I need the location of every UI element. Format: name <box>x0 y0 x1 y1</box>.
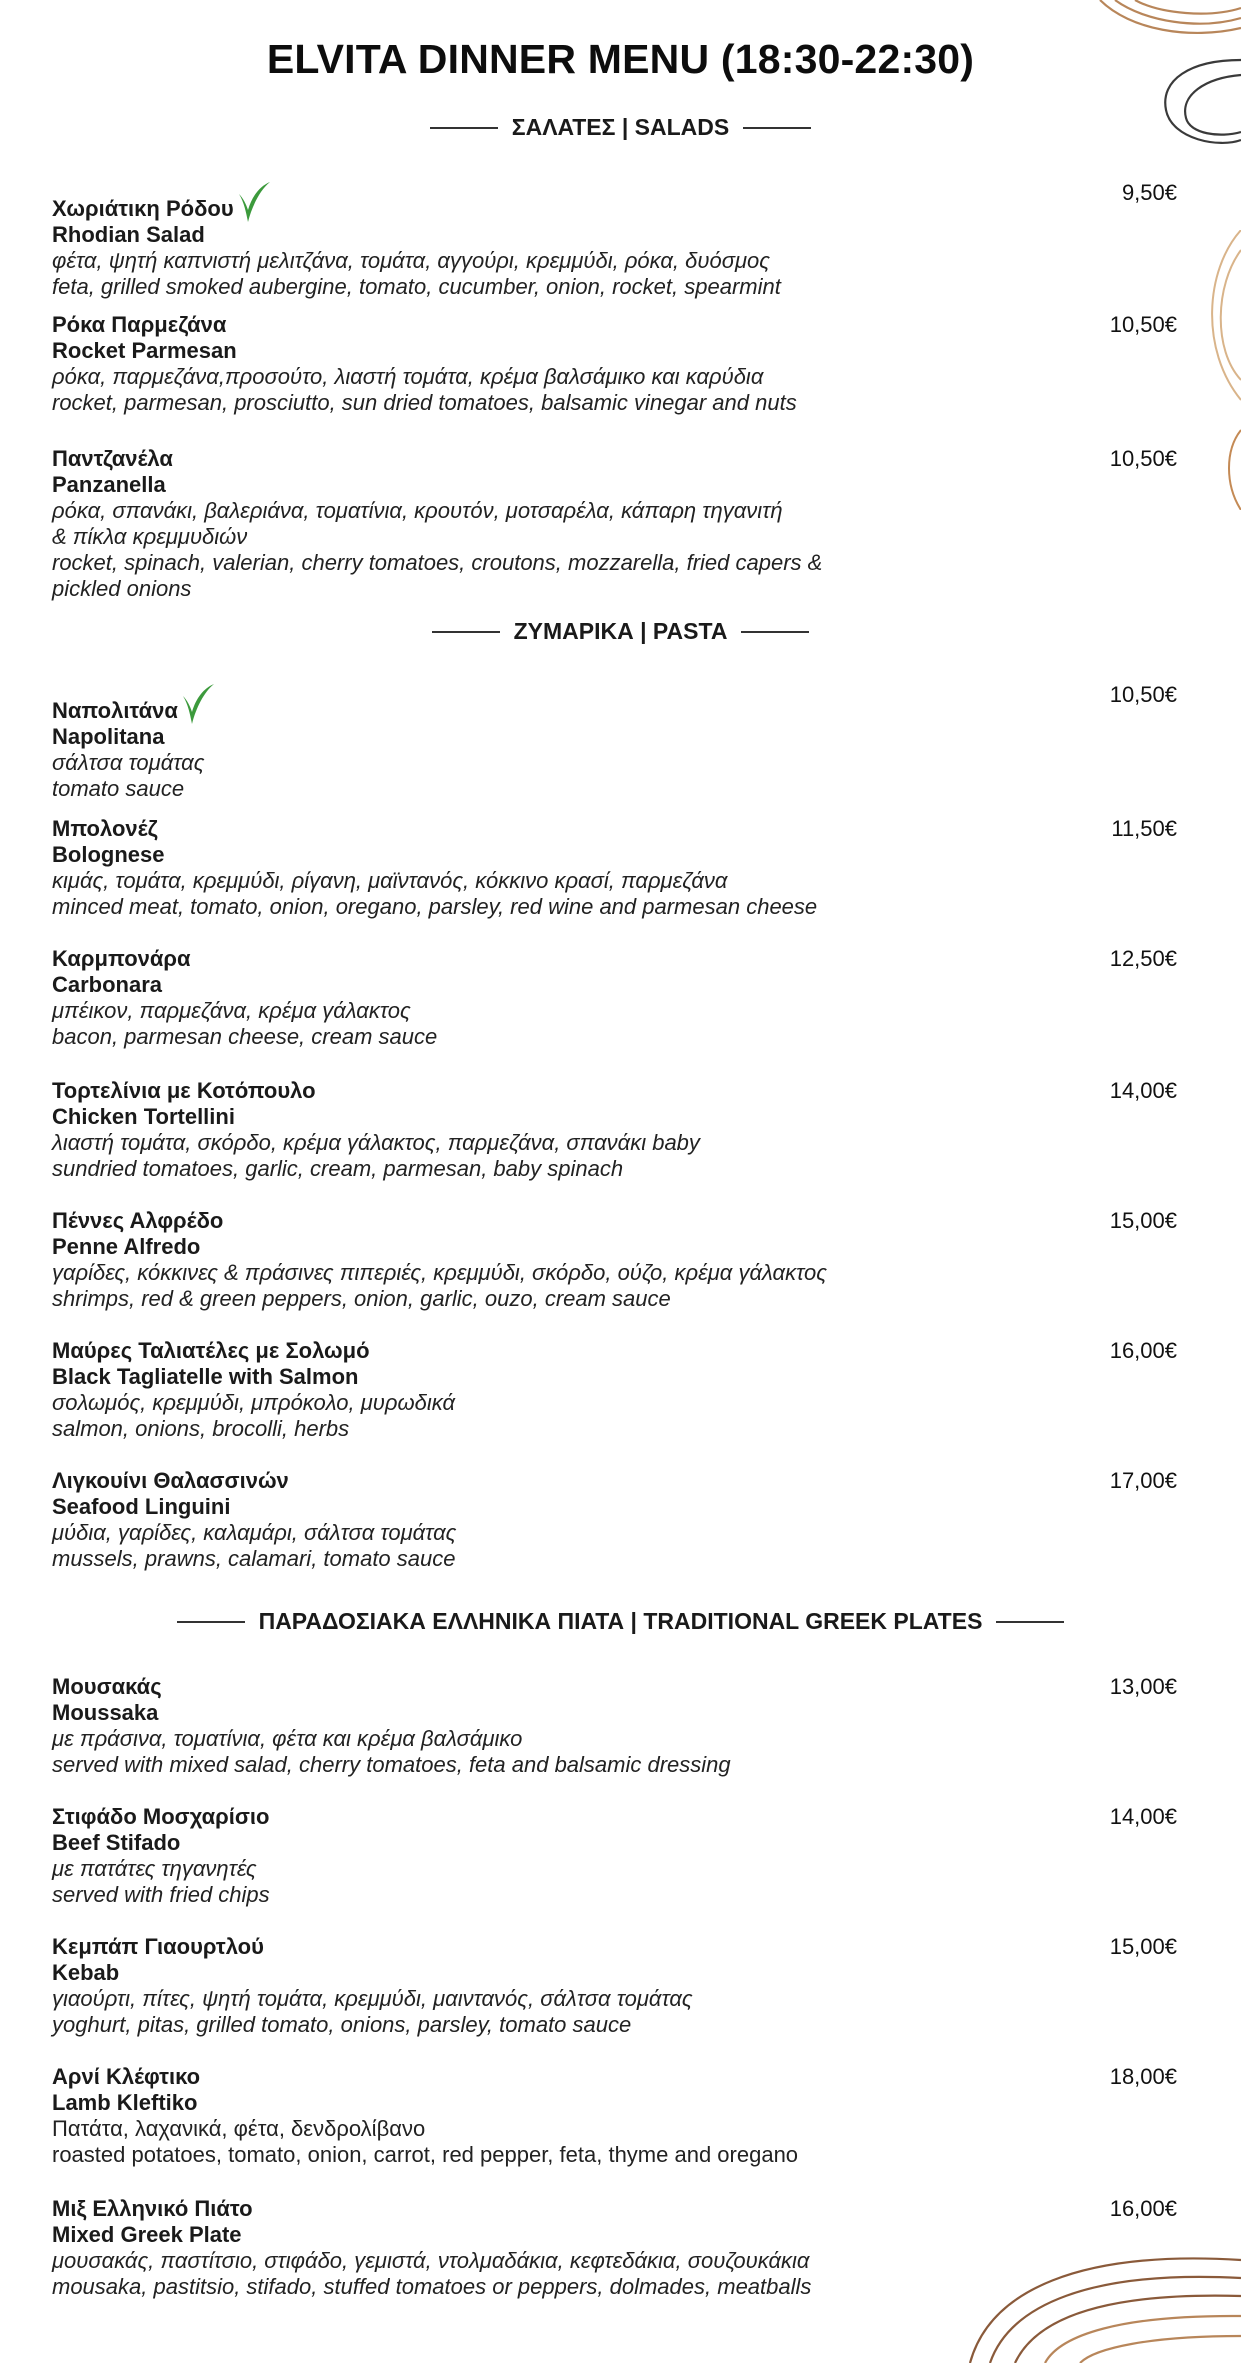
item-price: 15,00€ <box>1109 1208 1177 1233</box>
item-description-english: rocket, parmesan, prosciutto, sun dried tomatoes, balsamic vinegar and nuts <box>52 390 797 415</box>
item-description-greek: σολωμός, κρεμμύδι, μπρόκολο, μυρωδικά <box>52 1390 456 1415</box>
item-description-english: tomato sauce <box>52 776 185 801</box>
item-price: 11,50€ <box>1111 816 1177 841</box>
menu-item <box>52 946 1177 1050</box>
menu-item <box>52 1804 1177 1908</box>
item-name-greek: Στιφάδο Μοσχαρίσιο <box>52 1804 270 1829</box>
item-description-greek: ρόκα, σπανάκι, βαλεριάνα, τοματίνια, κρουτόν, μοτσαρέλα, κάπαρη τηγανιτή <box>52 498 783 523</box>
divider <box>996 1621 1064 1623</box>
item-price: 12,50€ <box>1109 946 1177 971</box>
item-description-greek: γαρίδες, κόκκινες & πράσινες πιπεριές, κρεμμύδι, σκόρδο, ούζο, κρέμα γάλακτος <box>52 1260 827 1285</box>
item-name-english: Seafood Linguini <box>52 1494 231 1519</box>
item-name-english: Penne Alfredo <box>52 1234 201 1259</box>
item-name-english: Mixed Greek Plate <box>52 2222 242 2247</box>
divider <box>741 631 809 633</box>
item-price: 17,00€ <box>1109 1468 1177 1493</box>
item-description-english: roasted potatoes, tomato, onion, carrot, red pepper, feta, thyme and oregano <box>52 2142 799 2167</box>
menu-item <box>52 2196 1177 2300</box>
item-price: 18,00€ <box>1109 2064 1177 2089</box>
item-description-greek: μύδια, γαρίδες, καλαμάρι, σάλτσα τομάτας <box>52 1520 457 1545</box>
item-name-english: Moussaka <box>52 1700 159 1725</box>
item-description-english: salmon, onions, brocolli, herbs <box>52 1416 350 1441</box>
menu-item <box>52 1208 1177 1312</box>
item-description-english: served with mixed salad, cherry tomatoes, feta and balsamic dressing <box>52 1752 731 1777</box>
item-description-greek: μπέικον, παρμεζάνα, κρέμα γάλακτος <box>52 998 411 1023</box>
section-heading-salads <box>0 114 1241 141</box>
item-description-greek: μουσακάς, παστίτσιο, στιφάδο, γεμιστά, ντολμαδάκια, κεφτεδάκια, σουζουκάκια <box>52 2248 810 2273</box>
section-heading-greek-plates <box>0 1608 1241 1635</box>
item-price: 16,00€ <box>1109 1338 1177 1363</box>
item-name-greek: Καρμπονάρα <box>52 946 191 971</box>
item-name-greek: Μιξ Ελληνικό Πιάτο <box>52 2196 253 2221</box>
item-description-english: mousaka, pastitsio, stifado, stuffed tomatoes or peppers, dolmades, meatballs <box>52 2274 812 2299</box>
menu-item <box>52 1674 1177 1778</box>
item-price: 13,00€ <box>1109 1674 1177 1699</box>
item-name-english: Chicken Tortellini <box>52 1104 235 1129</box>
menu-item <box>52 1468 1177 1572</box>
section-heading-text: ΠΑΡΑΔΟΣΙΑΚΑ ΕΛΛΗΝΙΚΑ ΠΙΑΤΑ | TRADITIONAL GREEK PLATES <box>258 1608 983 1634</box>
divider <box>177 1621 245 1623</box>
item-price: 10,50€ <box>1109 312 1177 337</box>
item-description-greek: κιμάς, τομάτα, κρεμμύδι, ρίγανη, μαϊντανός, κόκκινο κρασί, παρμεζάνα <box>52 868 728 893</box>
item-name-english: Black Tagliatelle with Salmon <box>52 1364 359 1389</box>
item-description-english: bacon, parmesan cheese, cream sauce <box>52 1024 438 1049</box>
item-description-english: yoghurt, pitas, grilled tomato, onions, parsley, tomato sauce <box>52 2012 632 2037</box>
vegan-leaf-icon <box>236 180 272 224</box>
item-description-english: sundried tomatoes, garlic, cream, parmesan, baby spinach <box>52 1156 624 1181</box>
item-description-greek: με πράσινα, τοματίνια, φέτα και κρέμα βαλσάμικο <box>52 1726 523 1751</box>
item-name-greek: Λιγκουίνι Θαλασσινών <box>52 1468 289 1493</box>
menu-item <box>52 1078 1177 1182</box>
item-name-english: Beef Stifado <box>52 1830 181 1855</box>
item-name-greek: Πέννες Αλφρέδο <box>52 1208 224 1233</box>
menu-item <box>52 1338 1177 1442</box>
item-name-greek: Αρνί Κλέφτικο <box>52 2064 201 2089</box>
item-name-greek-text: Χωριάτικη Ρόδου <box>52 196 234 221</box>
menu-item <box>52 2064 1177 2168</box>
item-price: 14,00€ <box>1109 1078 1177 1103</box>
item-name-english: Napolitana <box>52 724 165 749</box>
divider <box>743 127 811 129</box>
item-description-greek: σάλτσα τομάτας <box>52 750 205 775</box>
menu-item <box>52 1934 1177 2038</box>
section-heading-text: ΣΑΛΑΤΕΣ | SALADS <box>511 114 730 140</box>
item-description-english: shrimps, red & green peppers, onion, garlic, ouzo, cream sauce <box>52 1286 671 1311</box>
item-name-greek: Κεμπάπ Γιαουρτλού <box>52 1934 264 1959</box>
item-name-greek: Μαύρες Ταλιατέλες με Σολωμό <box>52 1338 370 1363</box>
menu-item <box>52 312 1177 416</box>
menu-item <box>52 682 1177 802</box>
menu-title: ELVITA DINNER MENU (18:30-22:30) <box>266 36 975 82</box>
item-description-english: served with fried chips <box>52 1882 270 1907</box>
item-description-greek: γιαούρτι, πίτες, ψητή τομάτα, κρεμμύδι, μαιντανός, σάλτσα τομάτας <box>52 1986 693 2011</box>
item-price: 14,00€ <box>1109 1804 1177 1829</box>
item-name-english: Kebab <box>52 1960 120 1985</box>
section-heading-text: ΖΥΜΑΡΙΚΑ | PASTA <box>513 618 728 644</box>
item-name-english: Panzanella <box>52 472 166 497</box>
menu-item <box>52 446 1177 602</box>
item-description-greek: λιαστή τομάτα, σκόρδο, κρέμα γάλακτος, παρμεζάνα, σπανάκι baby <box>52 1130 700 1155</box>
section-heading-pasta <box>0 618 1241 645</box>
vegan-leaf-icon <box>180 682 216 726</box>
menu-item <box>52 816 1177 920</box>
item-name-greek: Παντζανέλα <box>52 446 173 471</box>
item-description-english: minced meat, tomato, onion, oregano, parsley, red wine and parmesan cheese <box>52 894 818 919</box>
item-name-greek: Μουσακάς <box>52 1674 162 1699</box>
menu-item <box>52 180 1177 300</box>
item-description-english: mussels, prawns, calamari, tomato sauce <box>52 1546 456 1571</box>
item-name-greek: Ρόκα Παρμεζάνα <box>52 312 227 337</box>
item-name-greek <box>52 682 1177 724</box>
item-description-greek: Πατάτα, λαχανικά, φέτα, δενδρολίβανο <box>52 2116 426 2141</box>
item-name-english: Rhodian Salad <box>52 222 205 247</box>
item-price: 15,00€ <box>1109 1934 1177 1959</box>
item-name-english: Carbonara <box>52 972 163 997</box>
item-description-greek: με πατάτες τηγανητές <box>52 1856 257 1881</box>
right-edge-decoration <box>1195 230 1241 510</box>
item-description-english: rocket, spinach, valerian, cherry tomatoes, croutons, mozzarella, fried capers & <box>52 550 823 575</box>
item-description-english: pickled onions <box>52 576 192 601</box>
item-price: 16,00€ <box>1109 2196 1177 2221</box>
item-name-greek-text: Ναπολιτάνα <box>52 698 178 723</box>
item-price: 9,50€ <box>1121 180 1177 205</box>
item-description-greek: ρόκα, παρμεζάνα,προσούτο, λιαστή τομάτα, κρέμα βαλσάμικο και καρύδια <box>52 364 764 389</box>
item-name-english: Bolognese <box>52 842 165 867</box>
item-description-greek: φέτα, ψητή καπνιστή μελιτζάνα, τομάτα, αγγούρι, κρεμμύδι, ρόκα, δυόσμος <box>52 248 770 273</box>
item-description-greek: & πίκλα κρεμμυδιών <box>52 524 248 549</box>
item-name-english: Rocket Parmesan <box>52 338 237 363</box>
divider <box>432 631 500 633</box>
item-description-english: feta, grilled smoked aubergine, tomato, cucumber, onion, rocket, spearmint <box>52 274 781 299</box>
item-name-english: Lamb Kleftiko <box>52 2090 198 2115</box>
item-price: 10,50€ <box>1109 682 1177 707</box>
item-price: 10,50€ <box>1109 446 1177 471</box>
divider <box>430 127 498 129</box>
item-name-greek <box>52 180 1177 222</box>
item-name-greek: Τορτελίνια με Κοτόπουλο <box>52 1078 316 1103</box>
item-name-greek: Μπολονέζ <box>52 816 158 841</box>
